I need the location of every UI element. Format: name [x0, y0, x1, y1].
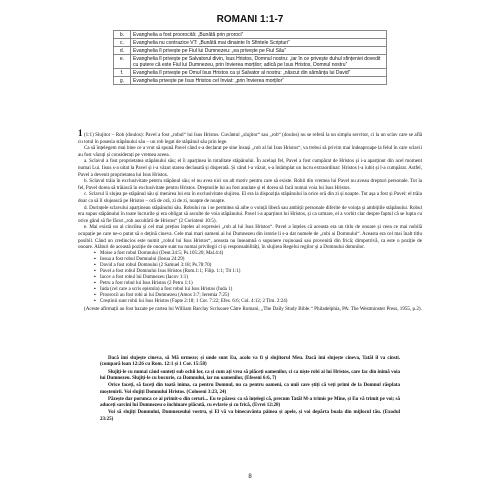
verse-number: 1 [78, 128, 83, 138]
servant-list [94, 251, 422, 306]
list-item: ▪ Iosua a fost robul Domnului (Iosua 24:29) [94, 257, 422, 263]
list-item: ▪ Creștinii sunt robii lui Isus Hristos (Fapte 2:18; 1 Cor. 7:22; Efes. 6:6; Col. 4:12; 2 Tim. 2:24) [94, 299, 422, 305]
outline-letter: g. [114, 77, 131, 85]
scripture-quotes [100, 356, 400, 424]
list-item: ▪ Iuda (cel care a scris epistola) a fost robul lui Isus Hristos (Iuda 1) [94, 287, 422, 293]
paragraph-c: c. Sclavul îi slujea pe stăpânul său și menirea lui era în exclusivitate slujirea. El era la dispoziția stăpânului la orice oră din zi și noapte. Tot așa a fost și Pavel: el trăia doar ca să îl slujească pe Hristos – oră de oră, zi de zi, noapte de noapte. [78, 191, 422, 204]
paragraph-text: (1:1) Slujitor – Rob (doulos): Pavel a fost „robul“ lui Isus Hristos. Cuvântul „slujitor“ sau „rob“ (doulos) nu se referă la un simplu servitor, ci la un sclav care se află cu totul în posesia stăpânului său – un rob legat de stăpânul său prin lege. [78, 132, 422, 145]
list-item: ▪ Pavel a fost robul Domnului Isus Hristos (Rom.1:1; Filip. 1:1; Tit 1:1) [94, 269, 422, 275]
quote-paragraph: Orice faceți, să faceți din toată inima, ca pentru Domnul, nu ca pentru oameni, ca unii care știți că veți primi de la Domnul răsplata moștenirii. Voi slujiți Domnului Hristos. (Coloseni 3:23, 24) [100, 383, 400, 395]
quote-paragraph: Slujiți-le cu numai când sunteți sub ochii lor, ca și cum ați vrea să plăceți oamenilor, ci ca niște robi ai lui Hristos, care fac din inimă voia lui Dumnezeu. Slujiți-le cu bucurie, ca Domnului, iar nu oamenilor, (Efeseni 6:6, 7) [100, 369, 400, 382]
outline-row [114, 55, 387, 69]
page-number: 8 [248, 474, 252, 480]
outline-row [114, 47, 387, 55]
list-item: ▪ Iacov a fost robul lui Dumnezeu (Iacov 1:1) [94, 275, 422, 281]
outline-letter: c. [114, 39, 131, 47]
page-title: ROMANI 1:1-7 [216, 14, 284, 25]
paragraph-e: e. Mai există un al cincilea și cel mai prețios înțeles al expresiei „rob al lui Isus Hristos“. Pavel a înțeles că aceasta era un titlu de onoare și ceea ce mai nobilă ocupație pe care ne-o putut să o dețină cineva. Cele mai mari oameni ai lui Dumnezeu din istorie li s-a dat numele de „robi ai Domnului“. Aceasta era cel mai înalt titlu posibil. Când un credincios este numit „robul lui Isus Hristos“, aceasta nu înseamnă o supunere rușinoasă sau provenită din frică; dimpotrivă, ca este o poziție de onoare. Alături de această poziție de onoare sunt nu numai privilegii ci și responsabilități, în slujirea Regelui regilor și a Domnului domnilor. [78, 224, 422, 251]
outline-text: Evanghelia îl privește pe Omul Isus Hristos ca și Salvator al nostru: „născut din sămânța lui David“ [131, 69, 387, 77]
citation: (Aceste afirmații au fost bazate pe cartea lui William Barclay Scrisoare Către Romani, „The Daily Study Bible.“ Philadelphia, PA: The Westminster Press, 1955, p.2). [84, 305, 422, 312]
outline-row [114, 77, 387, 85]
paragraph: Ca să înțelegem mai bine ce a vrut să spună Pavel când s-a declarat pe sine însuși „rob al lui Isus Hristos“, va trebui să privim mai îndeaproape la felul în care sclavii au fost văzuți și considerați pe vremea aceea. [78, 145, 422, 158]
outline-letter: e. [114, 55, 131, 69]
paragraph-d: d. Dorințele sclavului aparțineau stăpânului său. Robului nu i se permitea să aibe o voință liberă sau ambiții personale diferite de voința și ambițiile stăpânului. Robul era supus stăpânului în toate lucrurile și era obligat să asculte de voia stăpânului. Pavel i-a aparținut lui Hristos, și ca urmare, el a vorbit clar despre faptul că se lupta cu orice gând să fie făcut „rob ascultării de Hristos“ (2 Corinteni 10:5). [78, 204, 422, 224]
list-item: ▪ David a fost robul Domnului (2 Samuel 3:18; Ps.78:70) [94, 263, 422, 269]
outline-table [113, 30, 387, 85]
quote-paragraph: Dacă îmi slujește cineva, să Mă urmeze; și unde sunt Eu, acolo va fi și slujitorul Meu. Dacă îmi slujește cineva, Tatăl îl va cinsti. (compară loan 12:26 cu Rom. 12:1 și 1 Cor. 15:58) [100, 356, 400, 368]
outline-text: Evanghelia a fost proorocită: „Bunătă prin proroci“ [131, 31, 387, 39]
outline-text: Evanghelia îl privește pe Salvatorul divin, Isus Hristos, Domnul nostru: „iar în ce privește duhul sfințeniei dovedit cu putere că este Fiul lui Dumnezeu, prin învierea morților; adică pe Isus Hristos, Domnul nostru“ [131, 55, 387, 69]
outline-letter: f. [114, 69, 131, 77]
outline-text: Evanghelia îl privește pe Fiul lui Dumnezeu: „ea privește pe Fiul Său“ [131, 47, 387, 55]
list-item: ▪ Moise a fost robul Domnului (Deut.34:5; Ps.105:26; Mal.4:4) [94, 251, 422, 257]
paragraph-b: b. Sclavul trăia în exclusivitate pentru stăpânul său; el nu avea nici un alt motiv pentru care să existe. Robii din vremea lui Pavel nu aveau drepturi personale. Tot la fel, Pavel dorea să trăiască în exclusivitate pentru Hristos. Drepturile lui au fost anulate și el dorea să facă numai voia lui Isus Hristos. [78, 178, 422, 191]
intro-paragraph [78, 130, 422, 145]
quote-paragraph: Păzește dar porunca ce ai primit-o din ceruri... Eu te păzesc ca să înțelegi că, precum Tatăl M-a trimis pe Mine, și Eu vă trimit pe voi; să aduceți sarcini lui Dumnezeu o închinare plăcută, cu evlavie și cu frică, (Evrei 12:28) [100, 396, 400, 409]
commentary-body [78, 130, 422, 312]
paragraph-a: a. Sclavul a fost proprietatea stăpânului său; el îi aparținea în totalitate stăpânului. În același fel, Pavel a fost cumpărat de Hristos și i-a aparținut din acel moment numai Lui. Iisus s-a uitat la Pavel și i-a văzut starea declasată și disperată. Și când l-a văzut, s-a întâmplat un lucru extraordinar: Hristos l-a iubit și l-a cumpărat. Astfel, Pavel a devenit proprietatea lui Isus Hristos. [78, 158, 422, 178]
outline-text: Evanghelia privește pe Isus Hristos cel înviat: „prin învierea morților“ [131, 77, 387, 85]
outline-letter: b. [114, 31, 131, 39]
quote-paragraph: Voi să slujiți Domnului, Dumnezeului vostru, și El vă va binecuvânta pâinea și apele, și voi depărta boala din mijlocul tău. (Exodul 23:25) [100, 410, 400, 422]
list-item: ▪ Proorocii au fost robi ai lui Dumnezeu (Amos 3:7; Ieremia 7:25) [94, 293, 422, 299]
list-item: ▪ Petru a fost robul lui Isus Hristos (2 Petru 1:1) [94, 281, 422, 287]
outline-row [114, 31, 387, 39]
outline-text: Evanghelia nu contrazice VT: „Bunătă mai dinainte în Sfintele Scripturi“ [131, 39, 387, 47]
outline-letter: d. [114, 47, 131, 55]
outline-row [114, 39, 387, 47]
outline-row [114, 69, 387, 77]
